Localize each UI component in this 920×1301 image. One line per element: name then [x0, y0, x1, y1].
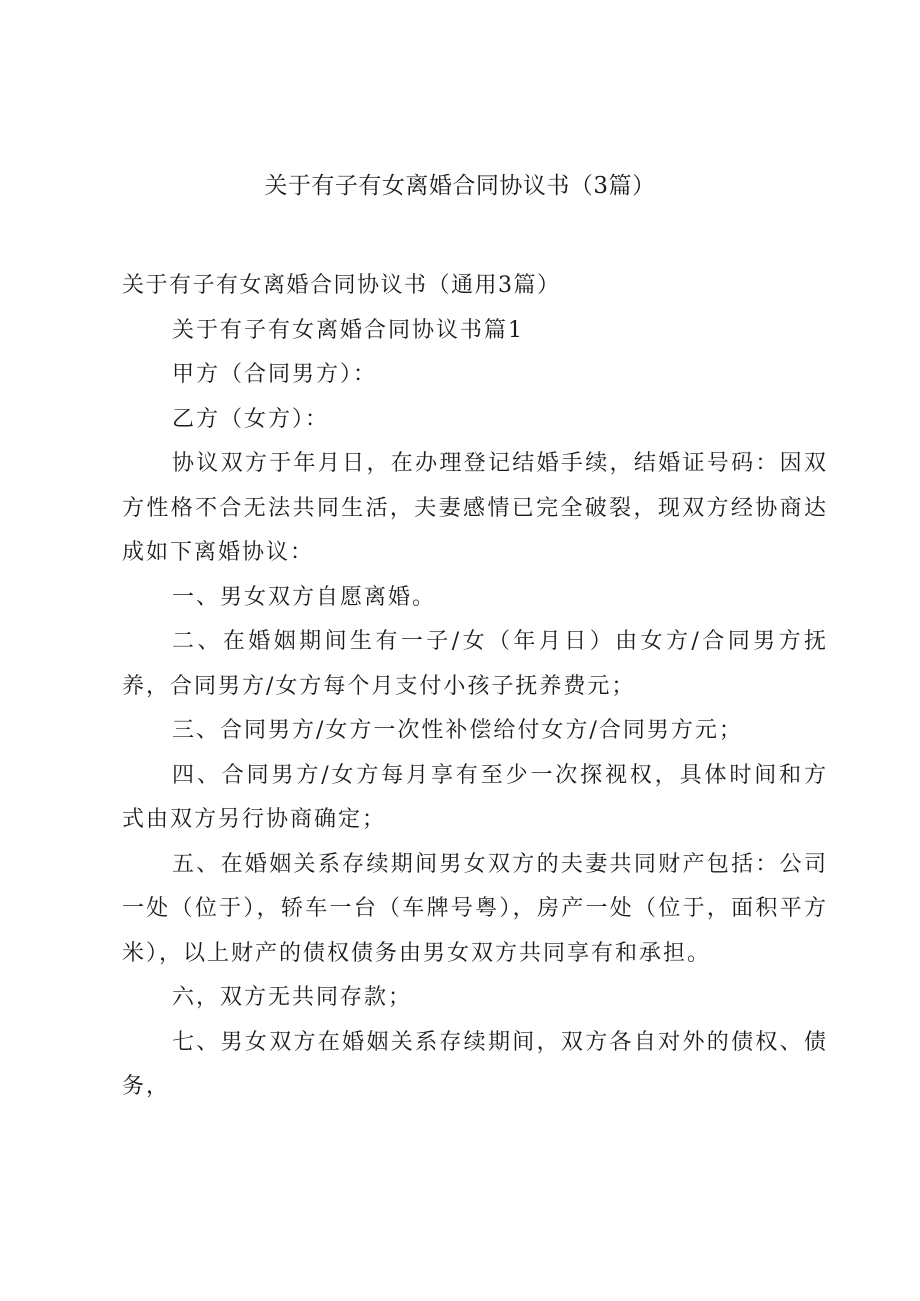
document-subtitle: 关于有子有女离婚合同协议书（通用3篇）	[122, 273, 561, 298]
clause-3: 三、合同男方/女方一次性补偿给付女方/合同男方元；	[172, 718, 743, 743]
agreement-preamble: 协议双方于年月日，在办理登记结婚手续，结婚证号码：因双方性格不合无法共同生活，夫妻感情已完全破裂，现双方经协商达成如下离婚协议：	[122, 451, 828, 565]
clause-6: 六，双方无共同存款；	[172, 985, 413, 1010]
document-title: 关于有子有女离婚合同协议书（3篇）	[264, 173, 656, 199]
document-body	[122, 264, 828, 1110]
section-heading: 关于有子有女离婚合同协议书篇1	[172, 317, 524, 343]
clause-4: 四、合同男方/女方每月享有至少一次探视权，具体时间和方式由双方另行协商确定；	[122, 762, 828, 832]
clause-7: 七、男女双方在婚姻关系存续期间，双方各自对外的债权、债务，	[122, 1029, 828, 1099]
party-b-line: 乙方（女方）：	[172, 406, 330, 432]
clause-2: 二、在婚姻期间生有一子/女（年月日）由女方/合同男方抚养，合同男方/女方每个月支付小孩子抚养费元；	[122, 629, 828, 699]
clause-1: 一、男女双方自愿离婚。	[172, 584, 437, 610]
clause-5: 五、在婚姻关系存续期间男女双方的夫妻共同财产包括：公司一处（位于），轿车一台（车牌号粤），房产一处（位于，面积平方米），以上财产的债权债务由男女双方共同享有和承担。	[122, 851, 828, 966]
party-a-line: 甲方（合同男方）：	[172, 362, 378, 387]
